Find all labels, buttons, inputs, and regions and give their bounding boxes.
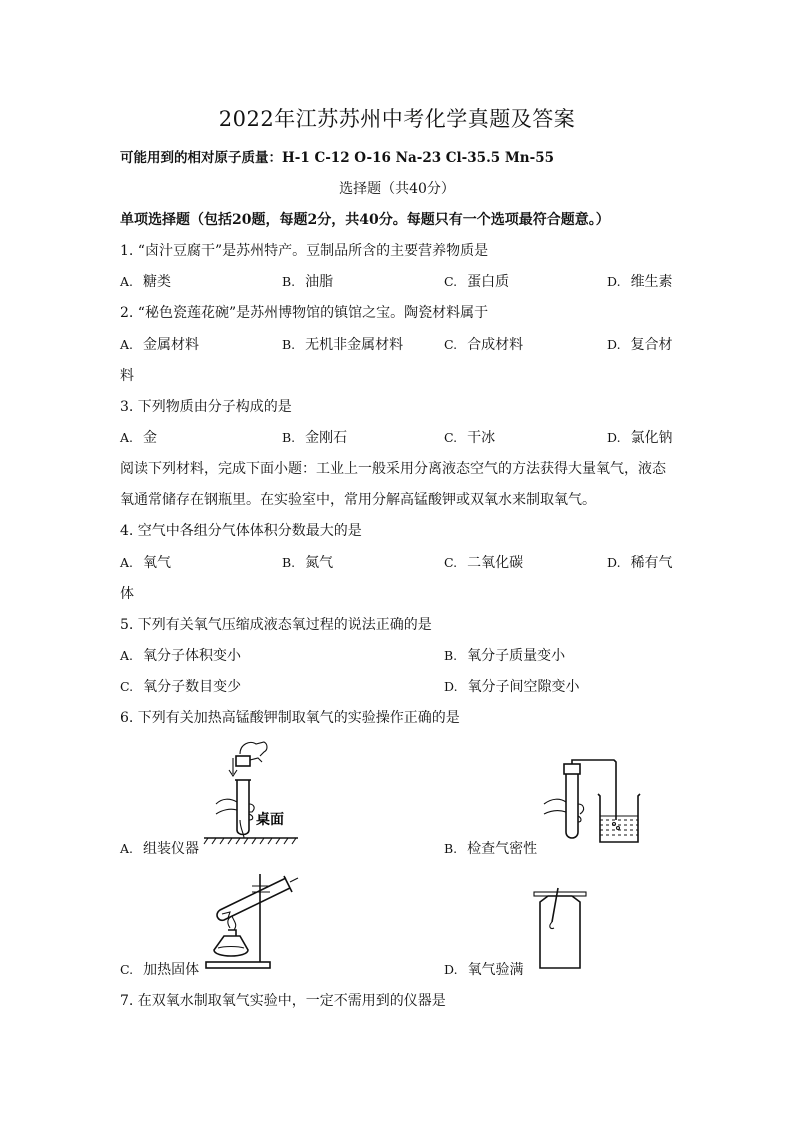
q4-option-c: [444, 552, 523, 572]
option-text: 加热固体: [143, 962, 200, 978]
option-text: 氧气: [143, 555, 172, 571]
option-letter: A.: [120, 274, 134, 289]
option-text: 金: [143, 430, 158, 446]
option-text: 维生素: [630, 274, 673, 290]
option-letter: D.: [607, 274, 621, 289]
q1-option-b: [282, 271, 333, 291]
option-letter: D.: [607, 555, 621, 570]
question-3-stem: 3. 下列物质由分子构成的是: [120, 399, 292, 415]
question-7-stem: 7. 在双氧水制取氧气实验中，一定不需用到的仪器是: [120, 993, 446, 1009]
option-text: 检查气密性: [467, 841, 538, 857]
question-6-stem: 6. 下列有关加热高锰酸钾制取氧气的实验操作正确的是: [120, 710, 460, 726]
option-text: 氮气: [305, 555, 334, 571]
question-2-stem: 2. “秘色瓷莲花碗”是苏州博物馆的镇馆之宝。陶瓷材料属于: [120, 305, 489, 321]
option-letter: C.: [120, 679, 134, 694]
q1-option-a: [120, 271, 171, 291]
option-text: 稀有气: [630, 555, 673, 571]
q6-option-c: [120, 959, 199, 979]
option-letter: C.: [444, 430, 458, 445]
option-letter: A.: [120, 648, 134, 663]
q2-option-d: [607, 334, 673, 354]
option-letter: C.: [444, 555, 458, 570]
option-text: 无机非金属材料: [305, 337, 404, 353]
figure-c-heating-solid: [200, 866, 300, 972]
option-letter: D.: [444, 679, 458, 694]
figure-b-check-airtightness: [540, 758, 644, 850]
option-text: 二氧化碳: [467, 555, 524, 571]
option-letter: C.: [444, 274, 458, 289]
reading-passage-line-1: 阅读下列材料，完成下面小题：工业上一般采用分离液态空气的方法获得大量氧气，液态: [120, 461, 666, 477]
option-letter: C.: [444, 337, 458, 352]
option-text: 氧分子间空隙变小: [467, 679, 580, 695]
option-letter: A.: [120, 555, 134, 570]
figure-d-oxygen-full-test: [530, 882, 590, 972]
option-letter: D.: [444, 962, 458, 977]
question-5-stem: 5. 下列有关氧气压缩成液态氧过程的说法正确的是: [120, 617, 432, 633]
q4-option-b: [282, 552, 333, 572]
option-letter: A.: [120, 430, 134, 445]
q5-option-c: [120, 676, 241, 696]
option-text: 合成材料: [467, 337, 524, 353]
q2-option-a: [120, 334, 199, 354]
option-text: 油脂: [305, 274, 334, 290]
figure-a-assemble-apparatus: [200, 738, 300, 850]
q4-option-d: [607, 552, 673, 572]
q1-option-c: [444, 271, 509, 291]
option-letter: A.: [120, 337, 134, 352]
option-text: 干冰: [467, 430, 496, 446]
q5-option-b: [444, 645, 565, 665]
option-text: 氧分子质量变小: [467, 648, 566, 664]
section-instruction: 单项选择题（包括20题，每题2分，共40分。每题只有一个选项最符合题意。）: [120, 212, 610, 228]
q3-option-c: [444, 427, 495, 447]
option-text: 金刚石: [305, 430, 348, 446]
q6-option-b: [444, 838, 537, 858]
option-letter: D.: [607, 430, 621, 445]
option-text: 蛋白质: [467, 274, 510, 290]
q1-option-d: [607, 271, 673, 291]
option-letter: B.: [282, 274, 296, 289]
atomic-mass-line: 可能用到的相对原子质量：H-1 C-12 O-16 Na-23 Cl-35.5 Mn-55: [120, 150, 555, 166]
section-title: 选择题（共40分）: [339, 181, 455, 197]
option-text: 氧分子数目变少: [143, 679, 242, 695]
option-letter: B.: [444, 648, 458, 663]
option-letter: A.: [120, 841, 134, 856]
option-letter: B.: [444, 841, 458, 856]
table-label: 桌面: [256, 812, 284, 828]
q5-option-d: [444, 676, 580, 696]
option-text: 金属材料: [143, 337, 200, 353]
q3-option-d: [607, 427, 673, 447]
page-title: 2022年江苏苏州中考化学真题及答案: [218, 107, 576, 131]
option-text: 氧气验满: [467, 962, 524, 978]
option-letter: C.: [120, 962, 134, 977]
reading-passage-line-2: 氧通常储存在钢瓶里。在实验室中，常用分解高锰酸钾或双氧水来制取氧气。: [120, 492, 596, 508]
q6-option-a: [120, 838, 199, 858]
question-1-stem: 1. “卤汁豆腐干”是苏州特产。豆制品所含的主要营养物质是: [120, 243, 489, 259]
option-letter: B.: [282, 555, 296, 570]
option-text: 复合材: [630, 337, 673, 353]
option-text: 氯化钠: [630, 430, 673, 446]
q2-option-d-wrap: 料: [120, 368, 134, 384]
option-text: 氧分子体积变小: [143, 648, 242, 664]
q2-option-c: [444, 334, 523, 354]
option-text: 组装仪器: [143, 841, 200, 857]
question-4-stem: 4. 空气中各组分气体体积分数最大的是: [120, 523, 362, 539]
q4-option-a: [120, 552, 171, 572]
q3-option-b: [282, 427, 347, 447]
option-letter: D.: [607, 337, 621, 352]
q6-option-d: [444, 959, 524, 979]
q2-option-b: [282, 334, 403, 354]
option-text: 糖类: [143, 274, 172, 290]
q3-option-a: [120, 427, 157, 447]
option-letter: B.: [282, 337, 296, 352]
q5-option-a: [120, 645, 241, 665]
option-letter: B.: [282, 430, 296, 445]
q4-option-d-wrap: 体: [120, 586, 134, 602]
